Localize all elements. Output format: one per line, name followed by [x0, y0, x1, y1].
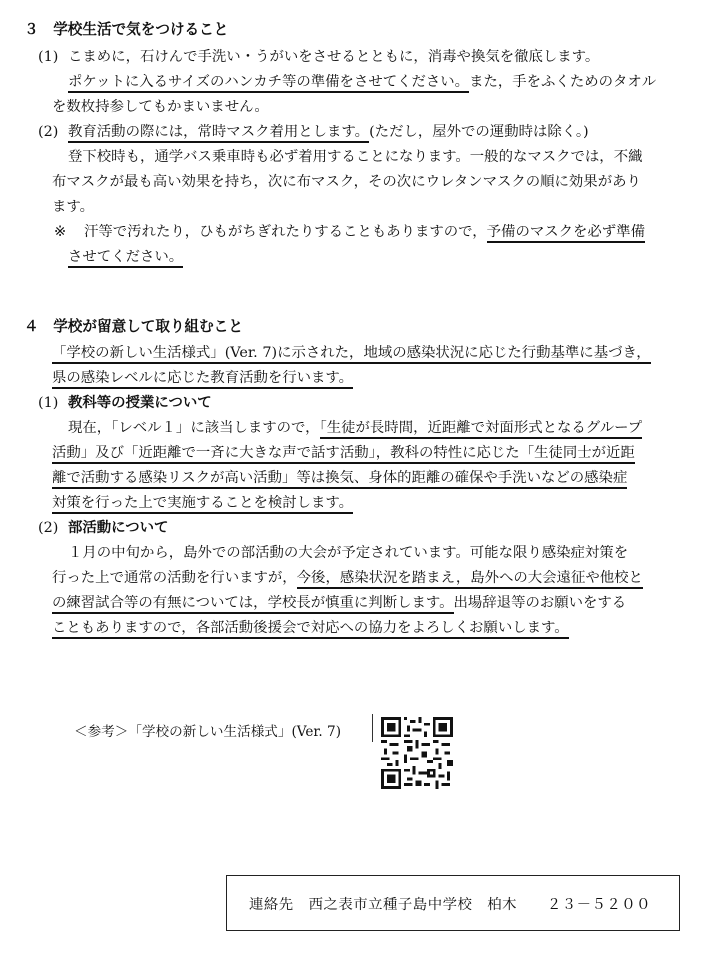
section4-item1-line1-text: 現在，「レベル１」に該当しますので，	[68, 420, 320, 436]
reference-divider	[372, 714, 373, 742]
section4-item2-title: 部活動について	[68, 520, 169, 536]
section3-item2-number: (2)	[38, 124, 59, 140]
section3-item1-line1: こまめに，石けんで手洗い・うがいをさせるとともに，消毒や換気を徹底します。	[68, 49, 600, 65]
underlined-text: ポケットに入るサイズのハンカチ等の準備をさせてください。	[68, 74, 469, 93]
underlined-text: させてください。	[68, 249, 183, 268]
section3-item1-number: (1)	[38, 49, 59, 65]
section3-item2-line2: 登下校時も，通学バス乗車時も必ず着用することになります。一般的なマスクでは，不織	[68, 149, 643, 165]
section3-note-line1-text: 汗等で汚れたり，ひもがちぎれたりすることもありますので，	[84, 224, 487, 240]
underlined-text: 県の感染レベルに応じた教育活動を行います。	[52, 370, 353, 389]
section4-item2-line4	[52, 616, 569, 640]
note-mark: ※	[54, 224, 67, 240]
section3-item2-line3: 布マスクが最も高い効果を持ち，次に布マスク，その次にウレタンマスクの順に効果があり	[52, 174, 641, 190]
section4-intro-line2	[52, 366, 353, 390]
section3-item1-line2-rest: また，手をふくためのタオル	[469, 74, 657, 90]
section3-heading: ３ 学校生活で気をつけること	[24, 21, 229, 38]
underlined-text: 今後，感染状況を踏まえ，島外への大会遠征や他校と	[297, 570, 643, 589]
underlined-text: こともありますので，各部活動後援会で対応への協力をよろしくお願いします。	[52, 620, 569, 639]
section3-item2-line4: ます。	[52, 199, 95, 215]
section4-item2-line2-text: 行った上で通常の活動を行いますが，	[52, 570, 297, 586]
section3-note-line1	[84, 220, 645, 244]
section4-item1-line1	[68, 416, 642, 440]
underlined-text: 予備のマスクを必ず準備	[487, 224, 645, 243]
underlined-text: 「学校の新しい生活様式」(Ver. 7)に示された，地域の感染状況に応じた行動基準に基づき，	[52, 345, 651, 364]
underlined-text: 離で活動する感染リスクが高い活動」等は換気、身体的距離の確保や手洗いなどの感染症	[52, 470, 627, 489]
section4-intro-line1	[52, 341, 651, 365]
section4-item1-line4	[52, 491, 353, 515]
section4-heading: ４ 学校が留意して取り組むこと	[24, 318, 243, 335]
underlined-text: 活動」及び「近距離で一斉に大きな声で話す活動」，教科の特性に応じた「生徒同士が近距	[52, 445, 635, 464]
contact-text: 連絡先 西之表市立種子島中学校 柏木 ２３－５２００	[249, 897, 652, 913]
section4-item1-number: (1)	[38, 395, 59, 411]
section3-item1-line2	[68, 70, 656, 94]
underlined-text: 対策を行った上で実施することを検討します。	[52, 495, 353, 514]
section3-item2-line1	[68, 120, 589, 144]
section3-item2-line1-rest: (ただし，屋外での運動時は除く。)	[369, 124, 589, 140]
section4-item2-line3	[52, 591, 626, 615]
section4-item1-line2	[52, 441, 635, 465]
reference-text: ＜参考＞「学校の新しい生活様式」(Ver. 7)	[74, 724, 342, 740]
section3-item1-line3: を数枚持参してもかまいません。	[52, 99, 269, 115]
section4-item1-line3	[52, 466, 627, 490]
section4-item2-line2	[52, 566, 643, 590]
qr-code-icon[interactable]	[381, 717, 453, 789]
contact-box	[226, 875, 680, 931]
section3-note-line2	[68, 245, 183, 269]
underlined-text: の練習試合等の有無については，学校長が慎重に判断します。	[52, 595, 454, 614]
underlined-text: 「生徒が長時間，近距離で対面形式となるグループ	[320, 420, 643, 439]
section4-item2-number: (2)	[38, 520, 59, 536]
section4-item2-line1: １月の中旬から，島外での部活動の大会が予定されています。可能な限り感染症対策を	[68, 545, 629, 561]
underlined-text: 教育活動の際には，常時マスク着用とします。	[68, 124, 369, 143]
section4-item1-title: 教科等の授業について	[68, 395, 212, 411]
section4-item2-line3-rest: 出場辞退等のお願いをする	[453, 595, 627, 611]
